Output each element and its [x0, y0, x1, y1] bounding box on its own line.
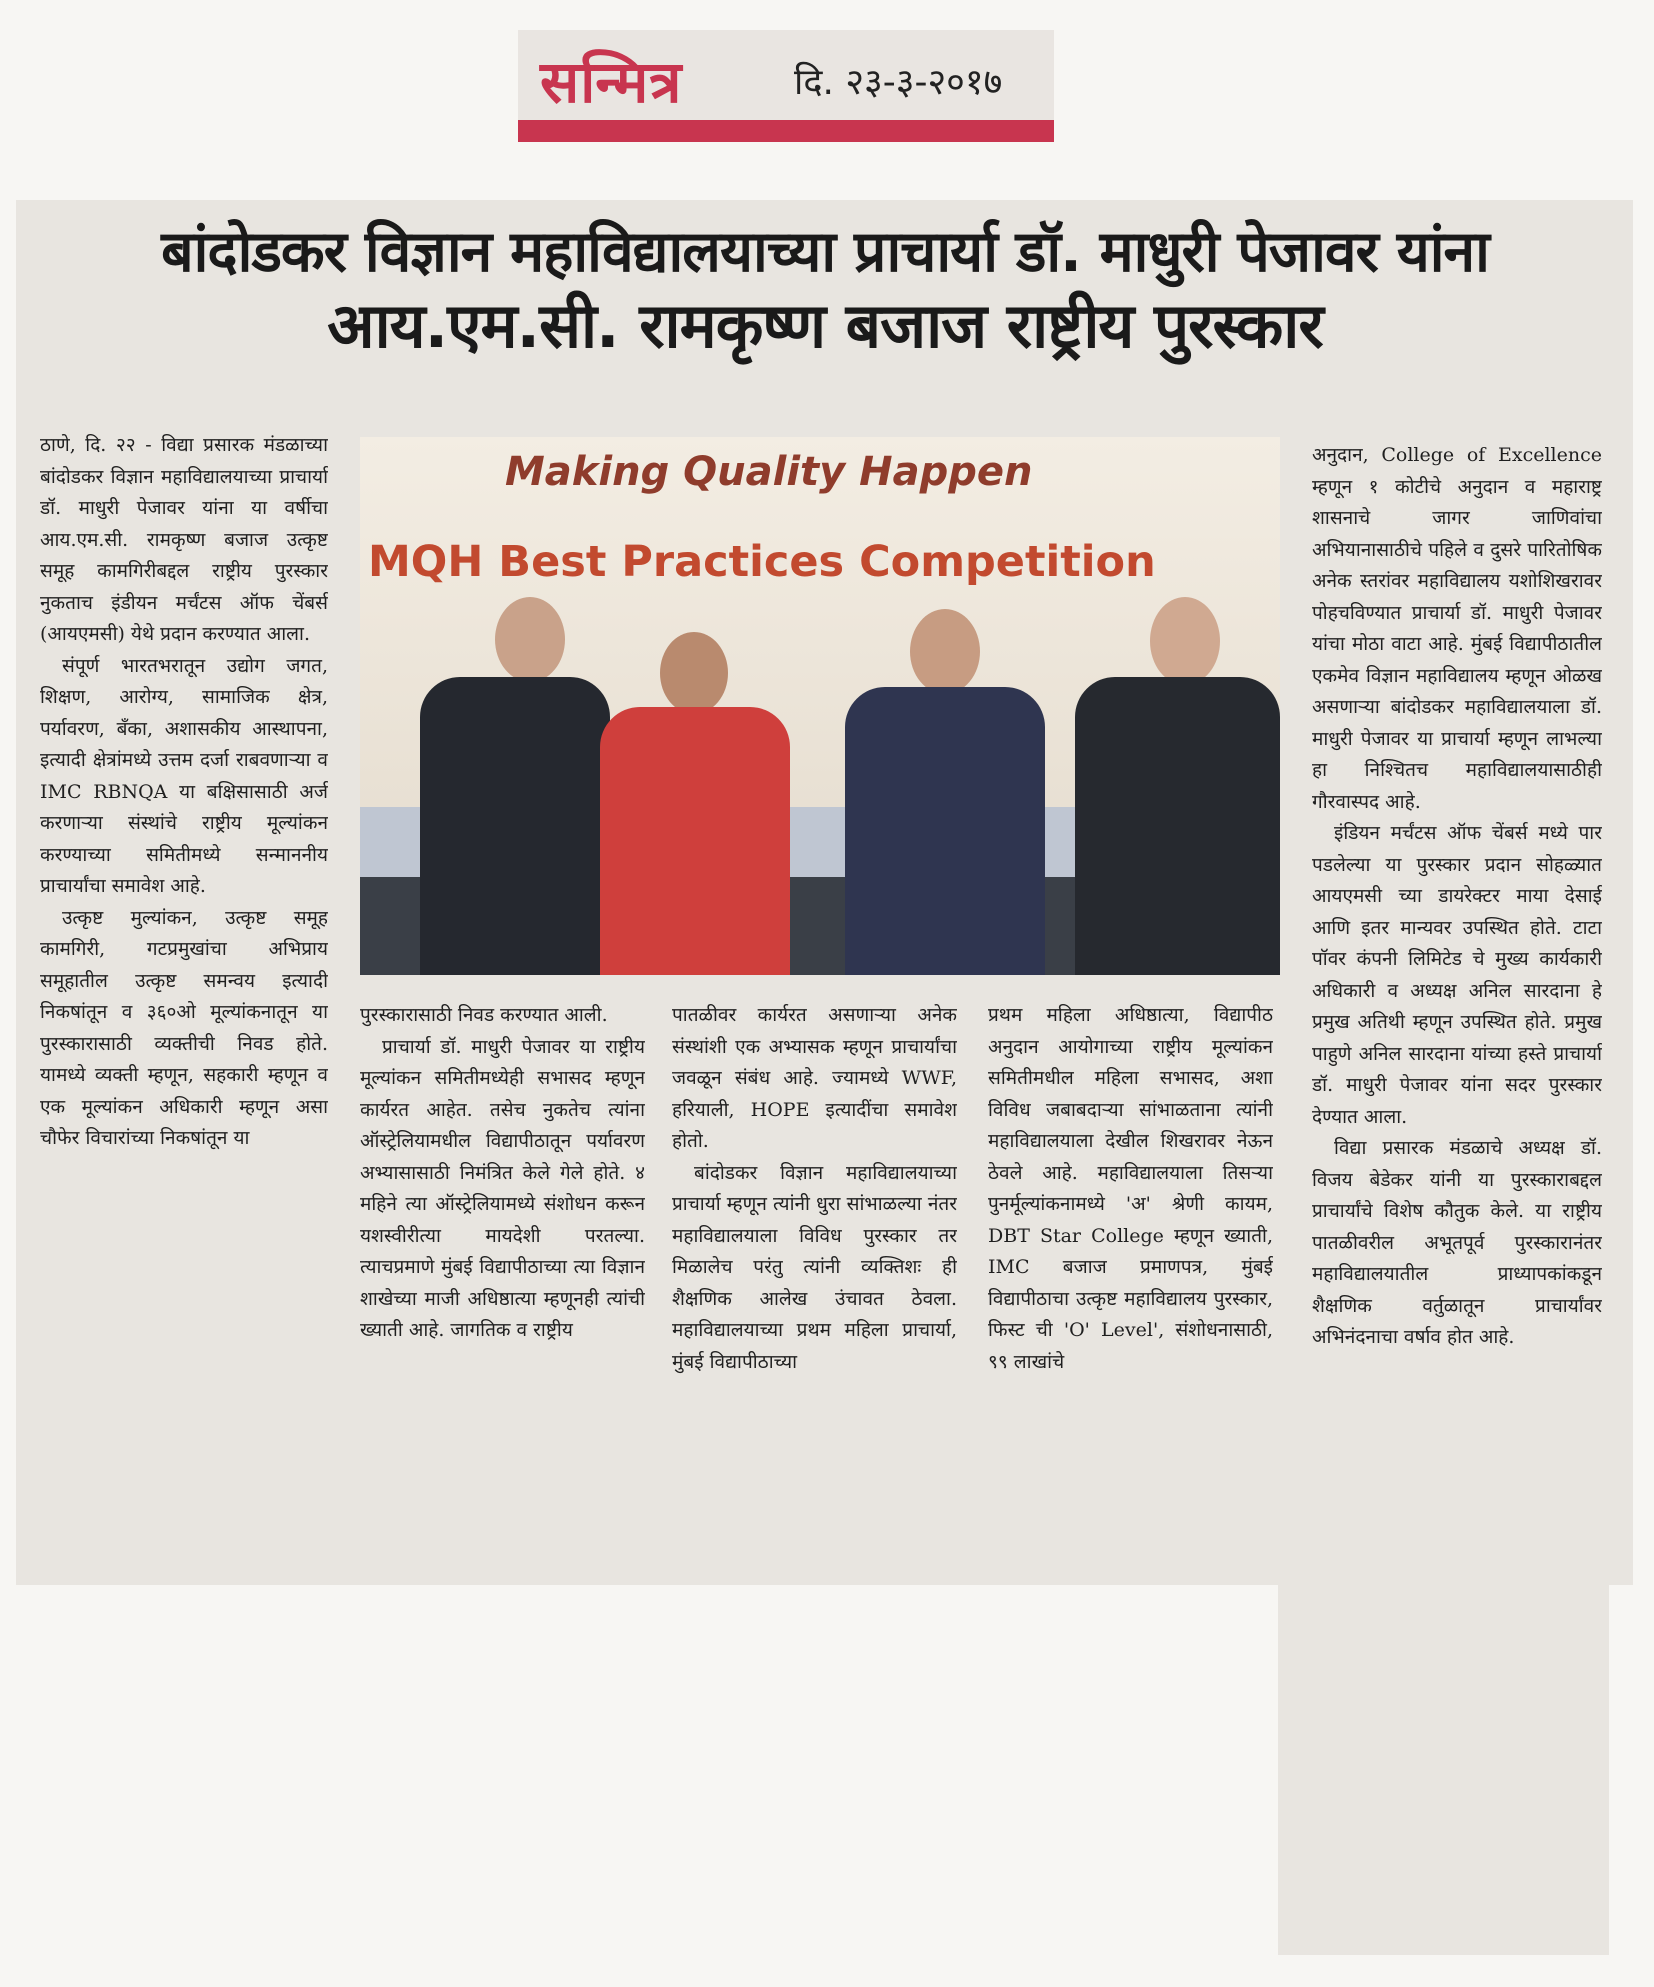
- article-column-5: [1312, 440, 1602, 1950]
- paragraph: पातळीवर कार्यरत असणाऱ्या अनेक संस्थांशी एक अभ्यासक म्हणून प्राचार्यांचा जवळून संबंध आहे. ज्यामध्ये WWF, हरियाली, HOPE इत्यादींचा समावेश होतो.: [672, 1004, 957, 1152]
- article-column-1: [40, 430, 328, 1580]
- publication-date: दि. २३-३-२०१७: [794, 62, 1003, 103]
- newspaper-name: सन्मित्र: [540, 48, 683, 116]
- award-photo: [360, 437, 1280, 975]
- paragraph: ठाणे, दि. २२ - विद्या प्रसारक मंडळाच्या बांदोडकर विज्ञान महाविद्यालयाच्या प्राचार्या डॉ. माधुरी पेजावर यांना या वर्षीचा आय.एम.सी. रामकृष्ण बजाज उत्कृष्ट समूह कामगिरीबद्दल राष्ट्रीय पुरस्कार नुकताच इंडीयन मर्चंटस ऑफ चेंबर्स (आयएमसी) येथे प्रदान करण्यात आला.: [40, 434, 328, 645]
- banner-text-2: MQH Best Practices Competition: [368, 537, 1156, 587]
- paragraph: उत्कृष्ट मुल्यांकन, उत्कृष्ट समूह कामगिरी, गटप्रमुखांचा अभिप्राय समूहातील उत्कृष्ट समन्वय इत्यादी निकषांतून व ३६०ओ मूल्यांकनातून या पुरस्कारासाठी व्यक्तीची निवड होते. यामध्ये व्यक्ती म्हणून, सहकारी म्हणून व एक मूल्यांकन अधिकारी म्हणून असा चौफेर विचारांच्या निकषांतून या: [40, 906, 328, 1149]
- masthead-rule: [518, 120, 1054, 142]
- paragraph: पुरस्कारासाठी निवड करण्यात आली.: [360, 1004, 608, 1026]
- article-column-2: [360, 1000, 645, 1570]
- headline: [60, 218, 1590, 363]
- masthead: [518, 30, 1054, 142]
- article-column-3: [672, 1000, 957, 1570]
- headline-line-2: आय.एम.सी. रामकृष्ण बजाज राष्ट्रीय पुरस्कार: [327, 288, 1323, 362]
- paragraph: विद्या प्रसारक मंडळाचे अध्यक्ष डॉ. विजय बेडेकर यांनी या पुरस्काराबद्दल प्राचार्यांचे विशेष कौतुक केले. या राष्ट्रीय पातळीवरील अभूतपूर्व पुरस्कारानंतर महाविद्यालयातील प्राध्यापकांकडून शैक्षणिक वर्तुळातून प्राचार्यांवर अभिनंदनाचा वर्षाव होत आहे.: [1312, 1137, 1602, 1348]
- paragraph: प्रथम महिला अधिष्ठात्या, विद्यापीठ अनुदान आयोगाच्या राष्ट्रीय मूल्यांकन समितीमधील महिला सभासद, अशा विविध जबाबदाऱ्या सांभाळताना त्यांनी महाविद्यालयाला देखील शिखरावर नेऊन ठेवले आहे. महाविद्यालयाला तिसऱ्या पुनर्मूल्यांकनामध्ये 'अ' श्रेणी कायम, DBT Star College म्हणून ख्याती, IMC बजाज प्रमाणपत्र, मुंबई विद्यापीठाचा उत्कृष्ट महाविद्यालय पुरस्कार, फिस्ट ची 'O' Level', संशोधनासाठी, ९९ लाखांचे: [988, 1004, 1273, 1373]
- banner-text-1: Making Quality Happen: [505, 449, 1033, 495]
- paragraph: अनुदान, College of Excellence म्हणून १ कोटीचे अनुदान व महाराष्ट्र शासनाचे जागर जाणिवांचा अभियानासाठीचे पहिले व दुसरे पारितोषिक अनेक स्तरांवर महाविद्यालय यशोशिखरावर पोहचविण्यात प्राचार्या डॉ. माधुरी पेजावर यांचा मोठा वाटा आहे. मुंबई विद्यापीठातील एकमेव विज्ञान महाविद्यालय म्हणून ओळख असणाऱ्या बांदोडकर महाविद्यालयाला डॉ. माधुरी पेजावर या प्राचार्या म्हणून लाभल्या हा निश्चितच महाविद्यालयासाठीही गौरवास्पद आहे.: [1312, 444, 1602, 813]
- headline-line-1: बांदोडकर विज्ञान महाविद्यालयाच्या प्राचार्या डॉ. माधुरी पेजावर यांना: [161, 219, 1489, 285]
- article-column-4: [988, 1000, 1273, 1570]
- paragraph: संपूर्ण भारतभरातून उद्योग जगत, शिक्षण, आरोग्य, सामाजिक क्षेत्र, पर्यावरण, बँका, अशासकीय आस्थापना, इत्यादी क्षेत्रांमध्ये उत्तम दर्जा राबवणाऱ्या व IMC RBNQA या बक्षिसासाठी अर्ज करणाऱ्या संस्थांचे राष्ट्रीय मूल्यांकन करण्याच्या समितीमध्ये सन्माननीय प्राचार्यांचा समावेश आहे.: [40, 654, 328, 897]
- paragraph: बांदोडकर विज्ञान महाविद्यालयाच्या प्राचार्या म्हणून त्यांनी धुरा सांभाळल्या नंतर महाविद्यालयाला विविध पुरस्कार तर मिळालेच परंतु त्यांनी व्यक्तिशः ही शैक्षणिक आलेख उंचावत ठेवला. महाविद्यालयाच्या प्रथम महिला प्राचार्या, मुंबई विद्यापीठाच्या: [672, 1161, 957, 1373]
- paragraph: प्राचार्या डॉ. माधुरी पेजावर या राष्ट्रीय मूल्यांकन समितीमध्येही सभासद म्हणून कार्यरत आहेत. तसेच नुकतेच त्यांना ऑस्ट्रेलियामधील विद्यापीठातून पर्यावरण अभ्यासासाठी निमंत्रित केले गेले होते. ४ महिने त्या ऑस्ट्रेलियामध्ये संशोधन करून यशस्वीरीत्या मायदेशी परतल्या. त्याचप्रमाणे मुंबई विद्यापीठाच्या त्या विज्ञान शाखेच्या माजी अधिष्ठात्या म्हणूनही त्यांची ख्याती आहे. जागतिक व राष्ट्रीय: [360, 1035, 645, 1341]
- paragraph: इंडियन मर्चंटस ऑफ चेंबर्स मध्ये पार पडलेल्या या पुरस्कार प्रदान सोहळ्यात आयएमसी च्या डायरेक्टर माया देसाई आणि इतर मान्यवर उपस्थित होते. टाटा पॉवर कंपनी लिमिटेड चे मुख्य कार्यकारी अधिकारी व अध्यक्ष अनिल सारदाना हे प्रमुख अतिथी म्हणून उपस्थित होते. प्रमुख पाहुणे अनिल सारदाना यांच्या हस्ते प्राचार्या डॉ. माधुरी पेजावर यांना सदर पुरस्कार देण्यात आला.: [1312, 822, 1602, 1128]
